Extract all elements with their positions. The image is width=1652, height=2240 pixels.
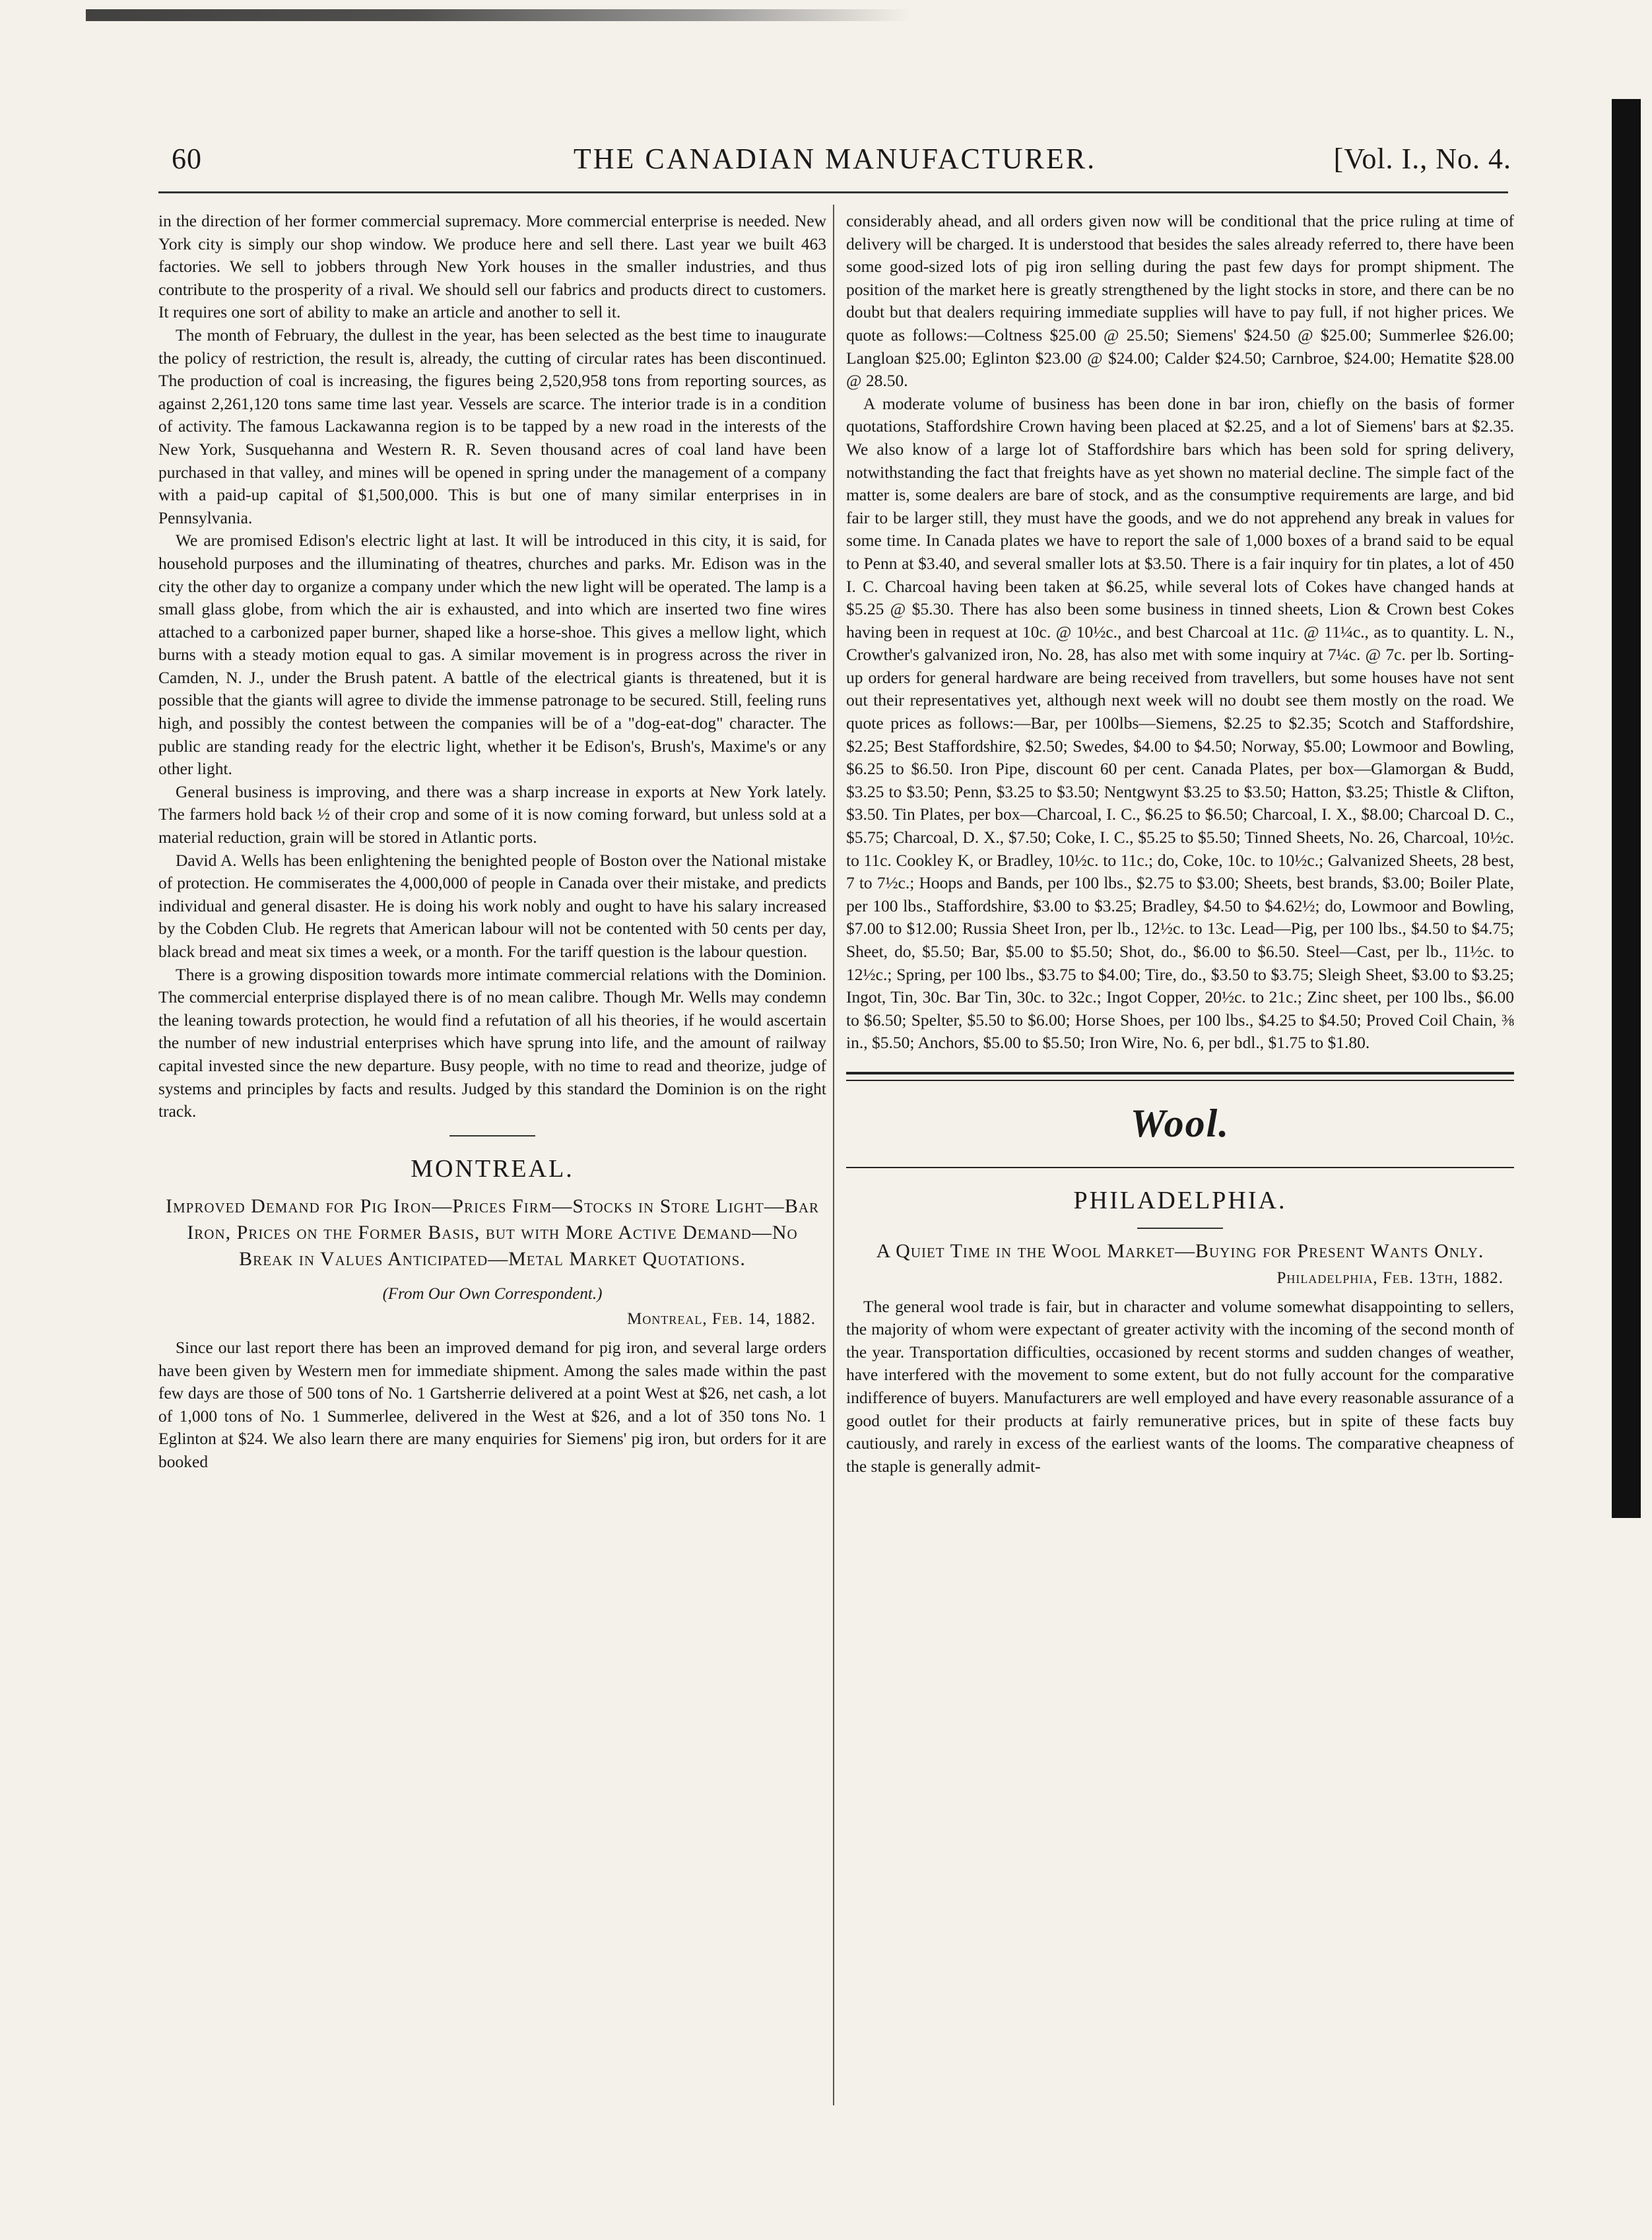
philadelphia-heading: PHILADELPHIA. [1073, 1186, 1287, 1214]
paragraph-david-wells: David A. Wells has been enlightening the benighted people of Boston over the National mistake of protection. He commiserates the 4,000,000 of people in Canada over their mistake, and predicts individual and general disaster. He is doing his work nobly and ought to have his salary increased by the Cobden Club. He regrets that American labour will not be contented with 50 cents per day, black bread and meat six times a week, or a month. For the tariff question is the labour question. [158, 850, 826, 961]
volume-label: [Vol. I., No. 4. [1333, 143, 1511, 175]
section-double-rule [846, 1072, 1514, 1081]
scan-smear-mark [86, 9, 911, 21]
section-rule [449, 1135, 535, 1136]
page-header [158, 142, 1511, 195]
philadelphia-dateline: Philadelphia, Feb. 13th, 1882. [1276, 1268, 1503, 1287]
paragraph-wool-trade: The general wool trade is fair, but in character and volume somewhat disappointing to sellers, the majority of whom were expectant of greater activity with the incoming of the second month of the year. Transportation difficulties, occasioned by recent storms and sudden changes of weather, have interfered with the movement to some extent, but do not fully account for the comparative indifference of buyers. Manufacturers are well employed and have every reasonable assurance of a good outlet for their products at fairly remunerative prices, but in spite of these facts buy cautiously, and rarely in excess of the earliest wants of the looms. The comparative cheapness of the staple is generally admit- [846, 1296, 1514, 1476]
philadelphia-subheading: A Quiet Time in the Wool Market—Buying for Present Wants Only. [876, 1239, 1484, 1262]
paragraph-general-business: General business is improving, and there was a sharp increase in exports at New York lately. The farmers hold back ½ of their crop and some of it is now coming forward, but unless sold at a material reduction, grain will be stored in Atlantic ports. [158, 781, 826, 847]
header-rule [158, 191, 1508, 193]
correspondent-byline: (From Our Own Correspondent.) [382, 1284, 603, 1303]
wool-heading: Wool. [1130, 1101, 1230, 1145]
section-rule [846, 1167, 1514, 1168]
subheading-rule [1137, 1228, 1223, 1229]
montreal-dateline: Montreal, Feb. 14, 1882. [627, 1310, 816, 1329]
left-column [158, 210, 826, 1474]
column-divider [833, 205, 834, 2105]
right-column [846, 210, 1514, 1478]
paragraph-pig-iron-continued: considerably ahead, and all orders given now will be conditional that the price ruling at time of delivery will be charged. It is understood that besides the sales already referred to, there have been some good-sized lots of pig iron selling during the past few days for prompt shipment. The position of the market here is greatly strengthened by the light stocks in store, and there can be no doubt but that dealers requiring immediate supplies will have to pay full, if not higher prices. We quote as follows:—Coltness $25.00 @ 25.50; Siemens' $24.50 @ $25.00; Summerlee $26.00; Langloan $25.00; Eglinton $23.00 @ $24.00; Calder $24.50; Carnbroe, $24.00; Hematite $28.00 @ 28.50. [846, 211, 1514, 391]
montreal-subheading: Improved Demand for Pig Iron—Prices Firm—Stocks in Store Light—Bar Iron, Prices on the Former Basis, but with More Active Demand—No Break in Values Anticipated—Metal Market Quotations. [165, 1195, 819, 1270]
scan-edge-bar [1612, 99, 1641, 1518]
publication-title: THE CANADIAN MANUFACTURER. [573, 143, 1097, 175]
paragraph-electric-light: We are promised Edison's electric light at last. It will be introduced in this city, it is said, for household purposes and the illuminating of theatres, churches and parks. Mr. Edison was in the city the other day to organize a company under which the new light will be operated. The lamp is a small glass globe, from which the air is exhausted, and into which are inserted two fine wires attached to a carbonized paper burner, shaped like a horse-shoe. This gives a mellow light, which burns with a steady motion equal to gas. A similar movement is in progress across the river in Camden, N. J., under the Brush patent. A battle of the electrical giants is threatened, but it is possible that the giants will agree to divide the immense patronage to be secured. Still, feeling runs high, and possibly the contest between the companies will be of a "dog-eat-dog" character. The public are standing ready for the electric light, whether it be Edison's, Brush's, Maxime's or any other light. [158, 531, 826, 779]
paragraph-commerce: in the direction of her former commercial supremacy. More commercial enterprise is needed. New York city is simply our shop window. We produce here and sell there. Last year we built 463 factories. We sell to jobbers through New York houses in the smaller industries, and thus contribute to the prosperity of a rival. We should sell our fabrics and products direct to customers. It requires one sort of ability to make an article and another to sell it. [158, 211, 826, 322]
paragraph-pig-iron: Since our last report there has been an improved demand for pig iron, and several large orders have been given by Western men for immediate shipment. Among the sales made within the past few days are those of 500 tons of No. 1 Gartsherrie delivered at a point West at $26, net cash, a lot of 1,000 tons of No. 1 Summerlee, delivered in the West at $26, and a lot of 350 tons No. 1 Eglinton at $24. We also learn there are many enquiries for Siemens' pig iron, but orders for it are booked [158, 1337, 826, 1471]
paragraph-bar-iron-quotations: A moderate volume of business has been done in bar iron, chiefly on the basis of former quotations, Staffordshire Crown having been placed at $2.25, and a lot of Siemens' bars at $2.35. We also know of a large lot of Staffordshire bars which has been sold for spring delivery, notwithstanding the fact that freights have as yet shown no material decline. The simple fact of the matter is, some dealers are bare of stock, and as the consumptive requirements are large, and bid fair to be larger still, they must have the goods, and we do not apprehend any break in values for some time. In Canada plates we have to report the sale of 1,000 boxes of a brand said to be equal to Penn at $3.40, and several smaller lots at $3.50. There is a fair inquiry for tin plates, a lot of 450 I. C. Charcoal having been taken at $6.25, while several lots of Cokes have changed hands at $5.25 @ $5.30. There has also been some business in tinned sheets, Lion & Crown best Cokes having been in request at 10c. @ 10½c., and best Charcoal at 11c. @ 11¼c., as to quantity. L. N., Crowther's galvanized iron, No. 28, has also met with some inquiry at 7¼c. @ 7c. per lb. Sorting-up orders for general hardware are being received from travellers, but some houses have not sent out their representatives yet, although next week will no doubt see them mostly on the road. We quote prices as follows:—Bar, per 100lbs—Siemens, $2.25 to $2.35; Scotch and Staffordshire, $2.25; Best Staffordshire, $2.50; Swedes, $4.00 to $4.50; Norway, $5.00; Lowmoor and Bowling, $6.25 to $6.50. Iron Pipe, discount 60 per cent. Canada Plates, per box—Glamorgan & Budd, $3.25 to $3.50; Penn, $3.25 to $3.50; Nentgwynt $3.25 to $3.50; Hatton, $3.25; Thistle & Clifton, $3.50. Tin Plates, per box—Charcoal, I. C., $6.25 to $6.50; Charcoal, I. X., $8.00; Charcoal D. C., $5.75; Charcoal, D. X., $7.50; Coke, I. C., $5.25 to $5.50; Tinned Sheets, No. 26, Charcoal, 10½c. to 11c. Cookley K, or Bradley, 10½c. to 11c.; do, Coke, 10c. to 10½c.; Galvanized Sheets, 28 best, 7 to 7½c.; Hoops and Bands, per 100 lbs., $2.75 to $3.00; Sheets, best brands, $3.00; Boiler Plate, per 100 lbs., Staffordshire, $3.00 to $3.25; Bradley, $4.50 to $4.62½; do, Lowmoor and Bowling, $7.00 to $12.00; Russia Sheet Iron, per lb., 12½c. to 13c. Lead—Pig, per 100 lbs., $4.50 to $4.75; Sheet, do, $5.50; Bar, $5.00 to $5.50; Shot, do., $6.00 to $6.50. Steel—Cast, per lb., 11½c. to 12½c.; Spring, per 100 lbs., $3.75 to $4.00; Tire, do., $3.50 to $3.75; Sleigh Sheet, $3.00 to $3.25; Ingot, Tin, 30c. Bar Tin, 30c. to 32c.; Ingot Copper, 20½c. to 21c.; Zinc sheet, per 100 lbs., $6.00 to $6.50; Spelter, $5.50 to $6.00; Horse Shoes, per 100 lbs., $4.25 to $4.50; Proved Coil Chain, ⅜ in., $5.50; Anchors, $5.00 to $5.50; Iron Wire, No. 6, per bdl., $1.75 to $1.80. [846, 393, 1514, 1053]
paragraph-dominion: There is a growing disposition towards more intimate commercial relations with the Dominion. The commercial enterprise displayed there is of no mean calibre. Though Mr. Wells may condemn the leaning towards protection, he would find a refutation of all his theories, if he would ascertain the number of new industrial enterprises which have sprung into life, and the amount of railway capital invested since the new departure. Busy people, with no time to read and theorize, judge of systems and principles by facts and results. Judged by this standard the Dominion is on the right track. [158, 964, 826, 1121]
montreal-heading: MONTREAL. [411, 1154, 574, 1183]
paragraph-coal: The month of February, the dullest in the year, has been selected as the best time to inaugurate the policy of restriction, the result is, already, the cutting of circular rates has been discontinued. The production of coal is increasing, the figures being 2,520,958 tons from reporting sources, as against 2,261,120 tons same time last year. Vessels are scarce. The interior trade is in a condition of activity. The famous Lackawanna region is to be tapped by a new road in the interests of the New York, Susquehanna and Western R. R. Seven thousand acres of coal land have been purchased in that valley, and mines will be opened in spring under the management of a company with a paid-up capital of $1,500,000. This is but one of many similar enterprises in in Pennsylvania. [158, 325, 826, 527]
page-number: 60 [172, 143, 202, 175]
